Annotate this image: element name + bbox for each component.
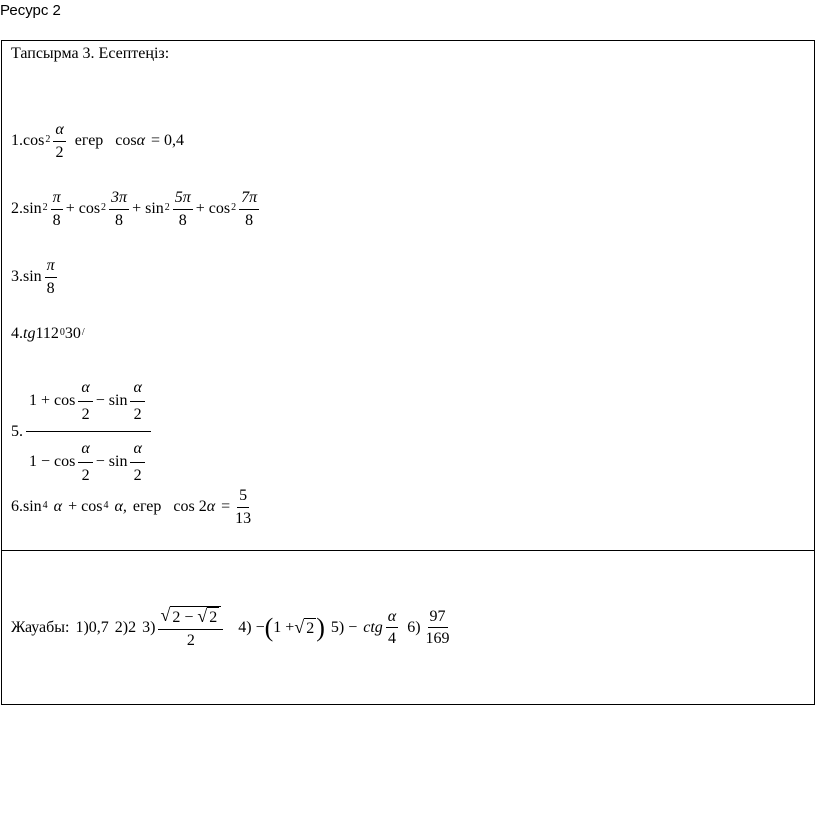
exercise-2 xyxy=(11,189,262,229)
answer-6-label: 6) xyxy=(407,618,421,636)
ex5-number: 5. xyxy=(11,422,23,440)
answer-4-lparen: ( xyxy=(264,612,274,642)
ex2-power3: 2 xyxy=(164,201,170,213)
ex6-frac-num: 5 xyxy=(237,487,249,508)
ex6-frac-den: 13 xyxy=(235,509,252,527)
ex2-frac3 xyxy=(173,189,193,229)
ex2-frac4-num: 7π xyxy=(239,189,259,210)
answer-5-fraction xyxy=(386,608,398,648)
ex5-den-frac1-num: α xyxy=(78,436,92,463)
task-table xyxy=(1,40,815,705)
answer-5-label: 5) − xyxy=(330,618,358,636)
ex1-frac-den: 2 xyxy=(55,143,64,161)
ex3-sin: sin xyxy=(23,268,42,286)
answer-6-denominator: 169 xyxy=(425,630,450,648)
ex5-num-frac2 xyxy=(130,375,144,427)
answer-label: Жауабы: xyxy=(11,618,70,636)
ex2-frac2-num: 3π xyxy=(109,189,129,210)
ex6-cos2: cos 2 xyxy=(173,498,207,516)
answer-5-ctg: ctg xyxy=(363,618,383,636)
ex5-num-frac1-num: α xyxy=(78,375,92,402)
answer-2: 2)2 xyxy=(114,618,137,636)
ex6-plus-cos: + cos xyxy=(68,498,103,516)
ex1-equals: = 0,4 xyxy=(151,132,185,150)
ex6-alpha: α xyxy=(53,498,63,516)
exercise-5 xyxy=(11,371,154,492)
ex5-denominator xyxy=(26,432,151,492)
ex1-cos2: cos xyxy=(115,132,137,150)
ex2-frac3-den: 8 xyxy=(178,211,187,229)
ex6-equals: = xyxy=(221,498,231,516)
answer-4-rad-text: 2 xyxy=(306,619,315,637)
ex5-den-frac2-den: 2 xyxy=(133,466,142,484)
ex2-plus-sin: + sin xyxy=(132,200,164,218)
ex2-power2: 2 xyxy=(101,201,107,213)
answer-4-rparen: ) xyxy=(316,612,325,642)
resource-label: Ресурс 2 xyxy=(0,2,61,19)
answer-4-inner: 1 + xyxy=(273,618,295,636)
ex4-degree-sign: 0 xyxy=(59,326,65,338)
ex1-cos: cos xyxy=(23,132,45,150)
ex5-num-cos: 1 + cos xyxy=(29,392,76,410)
ex1-power: 2 xyxy=(45,133,51,145)
ex4-degrees: 112 xyxy=(35,325,59,342)
answer-3-inner-text: 2 xyxy=(209,609,218,626)
ex3-fraction xyxy=(45,257,57,297)
ex5-den-cos: 1 − cos xyxy=(29,453,76,471)
ex3-frac-num: π xyxy=(45,257,57,278)
ex6-alpha2: α, xyxy=(114,498,127,516)
ex1-alpha: α xyxy=(136,132,146,150)
ex2-sin: sin xyxy=(23,200,42,218)
ex2-frac1-den: 8 xyxy=(52,211,61,229)
ex2-frac4 xyxy=(239,189,259,229)
answer-4-label: 4) − xyxy=(238,618,265,636)
ex4-minute-sign: / xyxy=(81,326,85,338)
answer-3-inner-sqrt: √ 2 xyxy=(197,606,218,626)
answer-5-numerator: α xyxy=(386,608,398,629)
exercise-6 xyxy=(11,487,256,527)
ex4-number: 4. xyxy=(11,325,23,342)
answer-3-numerator xyxy=(158,606,223,630)
ex5-numerator xyxy=(26,371,151,432)
ex5-den-frac1 xyxy=(78,436,92,488)
answer-3-denominator: 2 xyxy=(186,632,195,650)
answer-4-sqrt: √ 2 xyxy=(294,616,315,637)
ex1-number: 1. xyxy=(11,132,23,150)
ex2-frac1-num: π xyxy=(51,189,63,210)
ex5-den-frac2 xyxy=(130,436,144,488)
ex5-num-frac2-den: 2 xyxy=(133,405,142,423)
answer-5-denominator: 4 xyxy=(387,630,396,648)
ex5-num-sin: − sin xyxy=(95,392,128,410)
exercise-1 xyxy=(11,121,184,161)
answer-6-numerator: 97 xyxy=(428,608,448,629)
ex2-frac2 xyxy=(109,189,129,229)
answer-1: 1)0,7 xyxy=(75,618,109,636)
ex2-frac2-den: 8 xyxy=(115,211,124,229)
ex2-frac4-den: 8 xyxy=(245,211,254,229)
ex6-power2: 4 xyxy=(103,499,109,511)
ex2-power: 2 xyxy=(42,201,48,213)
ex1-fraction xyxy=(53,121,65,161)
ex6-number: 6. xyxy=(11,498,23,516)
answer-3-fraction xyxy=(158,606,223,650)
exercise-4 xyxy=(11,325,85,343)
ex1-frac-num: α xyxy=(53,121,65,142)
ex3-frac-den: 8 xyxy=(46,279,55,297)
answer-row xyxy=(11,606,455,650)
ex4-minutes: 30 xyxy=(64,325,81,342)
ex2-frac3-num: 5π xyxy=(173,189,193,210)
answer-3-outer-sqrt: √ 2 − √ 2 xyxy=(160,606,221,627)
ex2-power4: 2 xyxy=(231,201,237,213)
table-divider xyxy=(2,550,814,551)
ex6-if-word: егер xyxy=(132,498,162,516)
ex6-alpha3: α xyxy=(206,498,216,516)
ex5-den-frac2-num: α xyxy=(130,436,144,463)
exercise-3 xyxy=(11,257,60,297)
ex5-den-frac1-den: 2 xyxy=(81,466,90,484)
ex5-num-frac1-den: 2 xyxy=(81,405,90,423)
ex2-plus-cos: + cos xyxy=(65,200,101,218)
ex5-num-frac2-num: α xyxy=(130,375,144,402)
ex6-fraction xyxy=(233,487,253,527)
ex4-tg: tg xyxy=(23,325,36,342)
ex3-number: 3. xyxy=(11,268,23,286)
ex5-den-sin: − sin xyxy=(95,453,128,471)
task-title: Тапсырма 3. Есептеңіз: xyxy=(11,45,170,62)
ex2-frac1 xyxy=(51,189,63,229)
ex6-sin: sin xyxy=(23,498,42,516)
ex5-fraction xyxy=(26,371,151,492)
ex2-plus-cos2: + cos xyxy=(195,200,231,218)
answer-6-fraction xyxy=(424,608,452,648)
answer-3-rad-text: 2 − xyxy=(172,609,198,626)
ex5-num-frac1 xyxy=(78,375,92,427)
ex1-if-word: егер xyxy=(74,132,104,150)
answer-3-label: 3) xyxy=(142,618,156,636)
ex2-number: 2. xyxy=(11,200,23,218)
ex6-power: 4 xyxy=(42,499,48,511)
